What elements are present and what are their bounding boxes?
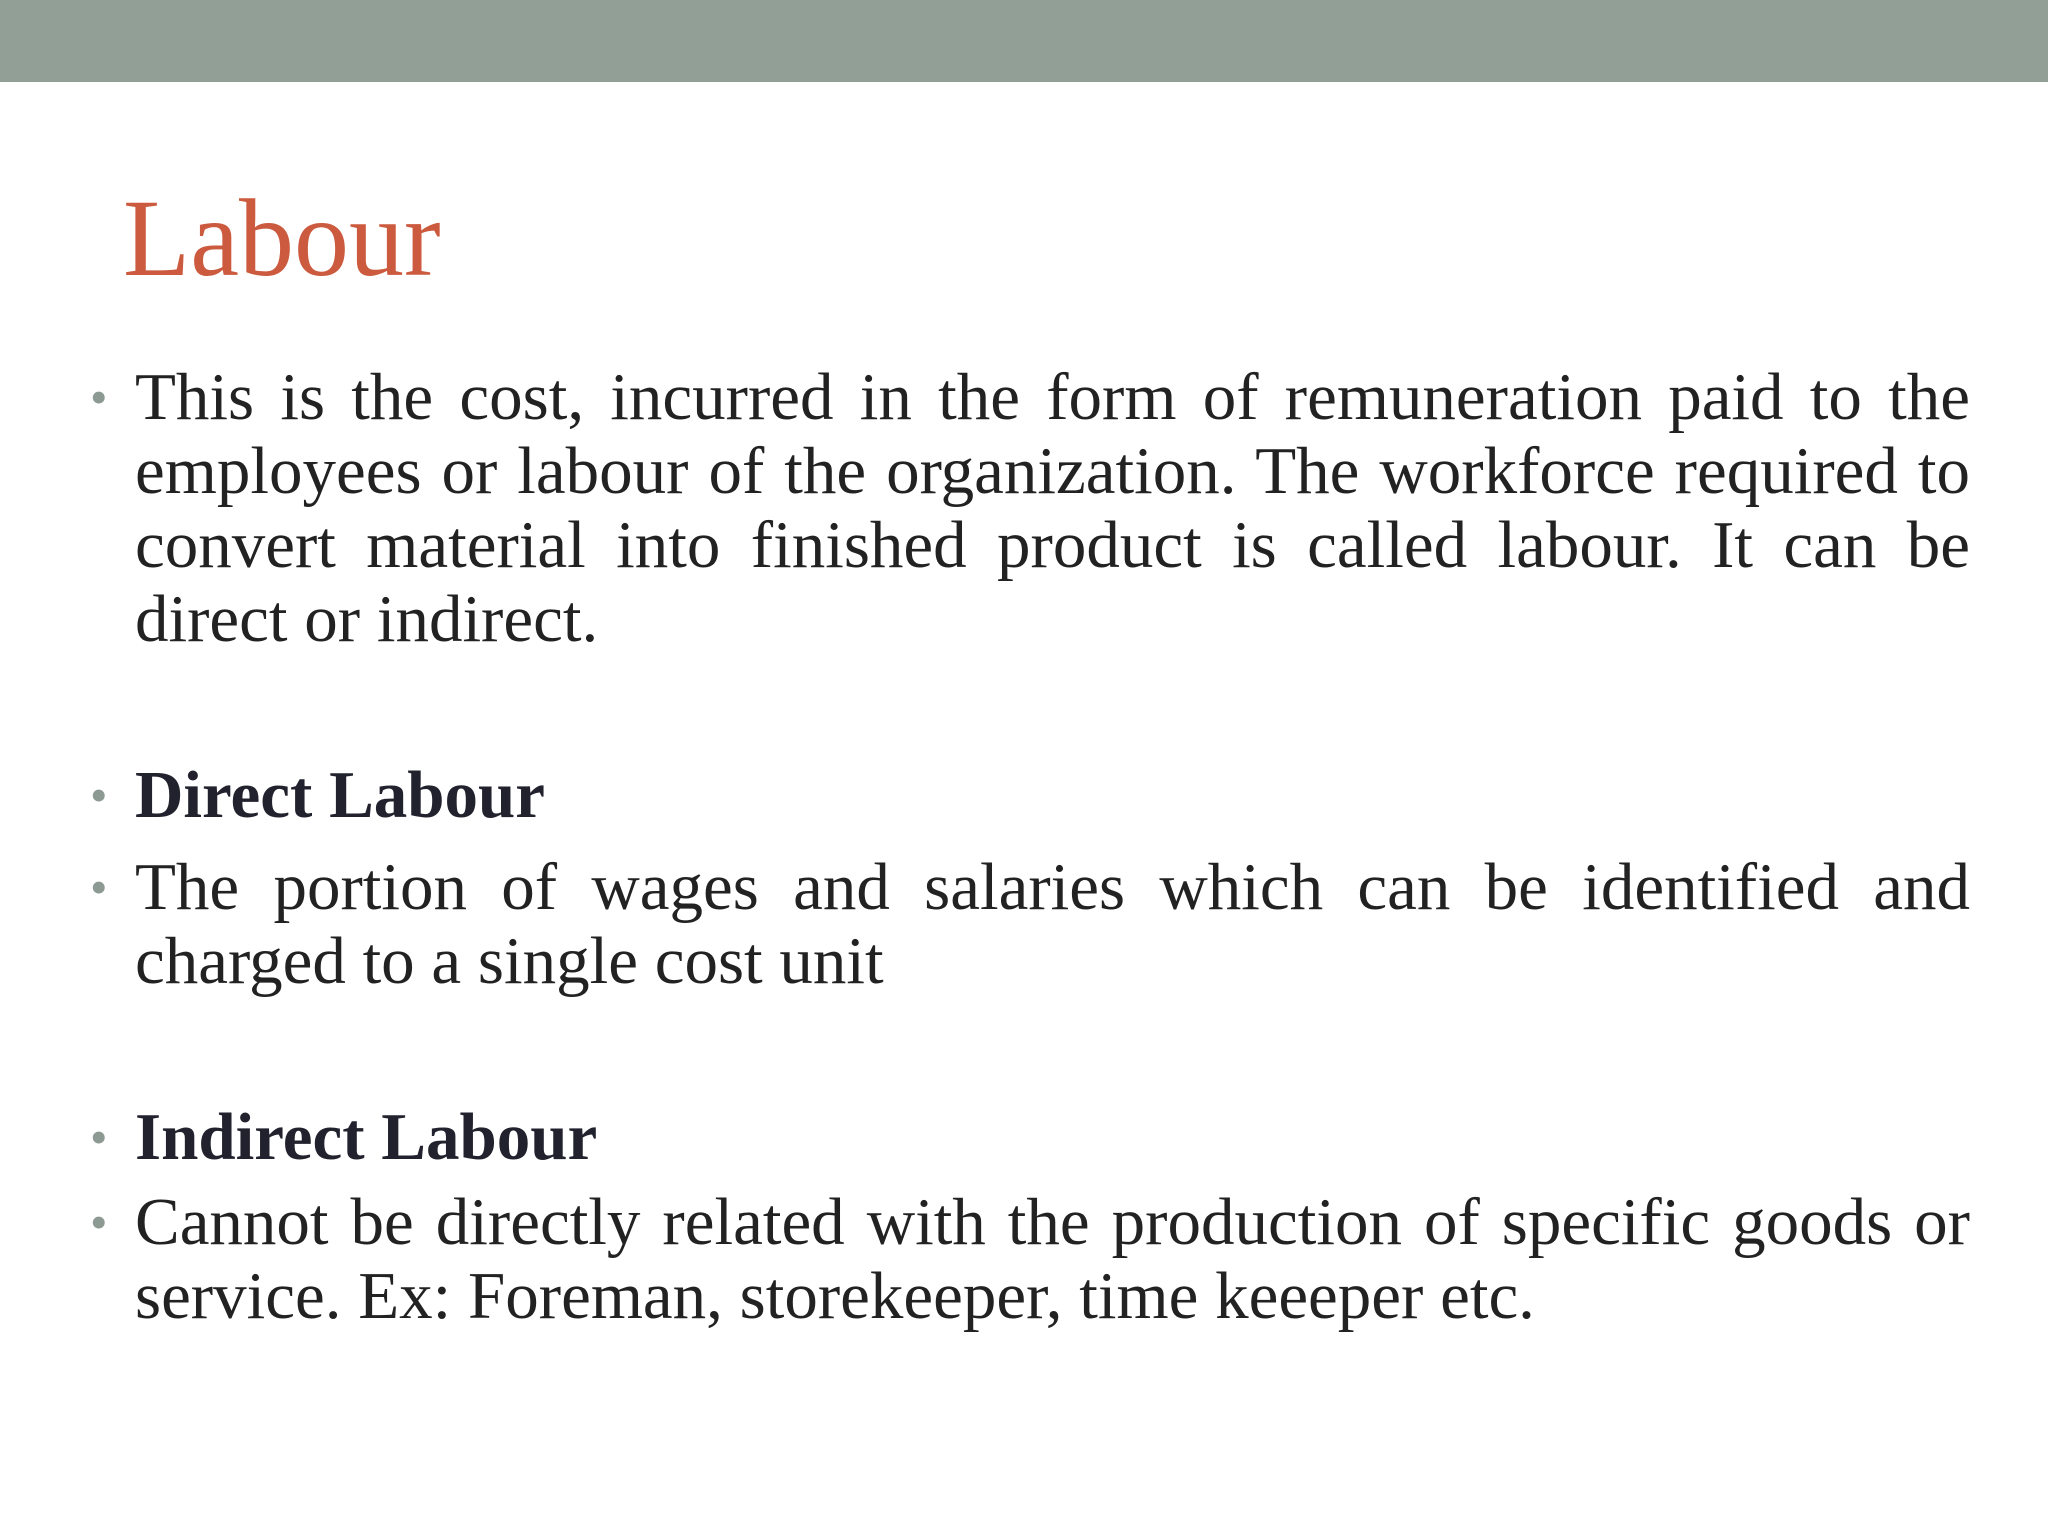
bullet-item	[80, 1185, 1970, 1333]
bullet-text: Cannot be directly related with the production of specific goods or service. Ex: Foreman, storekeeper, time keeeper etc.	[135, 1185, 1970, 1333]
bullet-dot-icon: •	[90, 859, 108, 915]
bullet-text: The portion of wages and salaries which can be identified and charged to a single cost unit	[135, 850, 1970, 998]
bullet-list	[80, 360, 1970, 1333]
bullet-dot-icon: •	[90, 1194, 108, 1250]
bullet-dot-icon: •	[90, 1109, 108, 1165]
bullet-dot-icon: •	[90, 369, 108, 425]
bullet-dot-icon: •	[90, 767, 108, 823]
bullet-item	[80, 360, 1970, 656]
bullet-item	[80, 850, 1970, 998]
bullet-item	[80, 758, 1970, 832]
bullet-text: This is the cost, incurred in the form of remuneration paid to the employees or labour of the organization. The workforce required to convert material into finished product is called labour. It can be direct or indirect.	[135, 360, 1970, 656]
slide-title: Labour	[123, 177, 441, 299]
top-accent-bar	[0, 0, 2048, 82]
bullet-heading: Direct Labour	[135, 758, 546, 832]
bullet-item	[80, 1100, 1970, 1174]
bullet-heading: Indirect Labour	[135, 1100, 598, 1174]
